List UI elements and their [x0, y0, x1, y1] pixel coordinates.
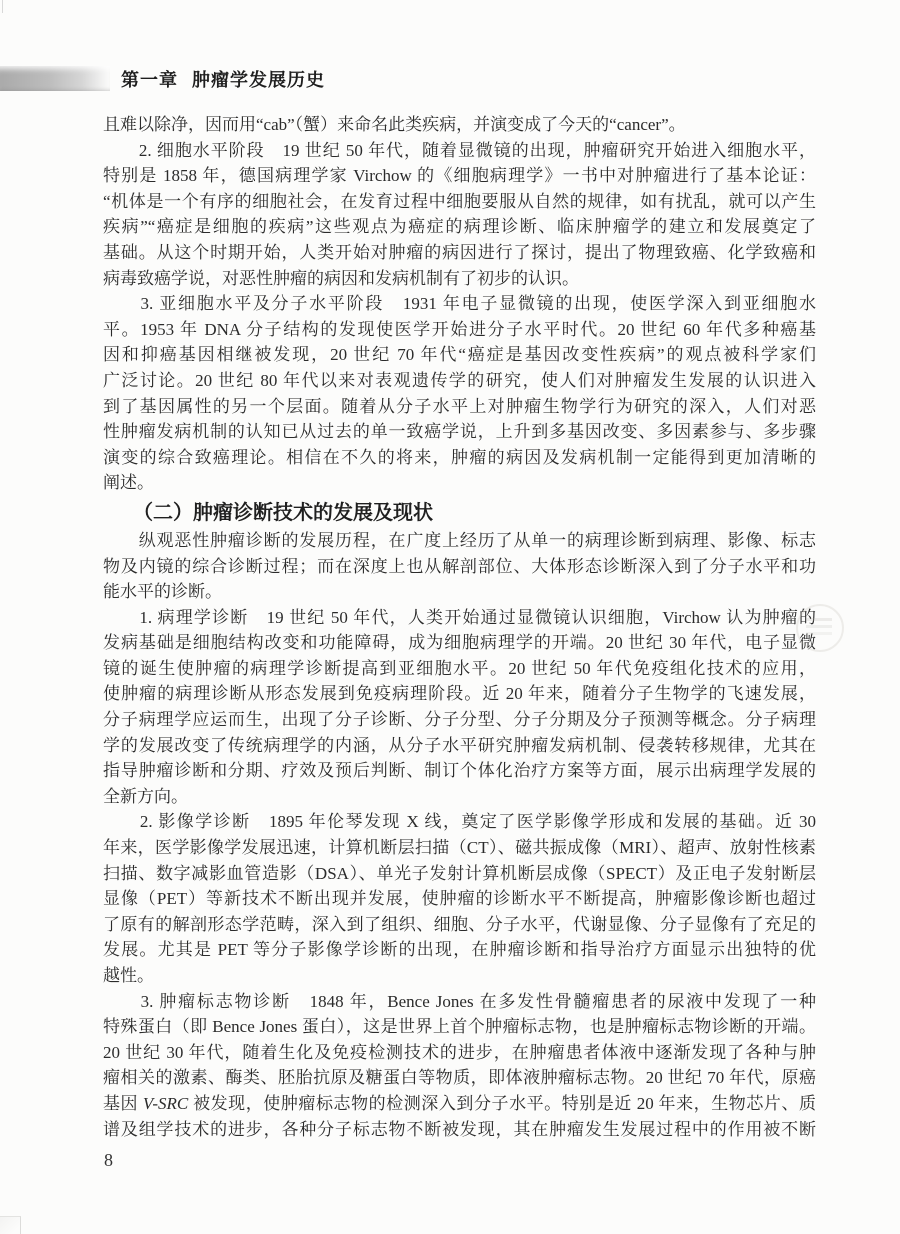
text-line: 病毒致癌学说，对恶性肿瘤的病因和发病机制有了初步的认识。 — [103, 268, 579, 288]
text-line: 阐述。 — [103, 473, 154, 493]
text-line: 广泛讨论。20 世纪 80 年代以来对表观遗传学的研究，使人们对肿瘤发生发展的认识进入 — [103, 370, 816, 390]
text-line: 20 世纪 30 年代，随着生化及免疫检测技术的进步，在肿瘤患者体液中逐渐发现了各种与肿 — [103, 1042, 816, 1062]
text-line: 瘤相关的激素、酶类、胚胎抗原及糖蛋白等物质，即体液肿瘤标志物。20 世纪 70 年代，原癌 — [103, 1068, 816, 1088]
text-line: 到了基因属性的另一个层面。随着从分子水平上对肿瘤生物学行为研究的深入，人们对恶 — [103, 396, 816, 416]
text-line: 全新方向。 — [103, 786, 188, 806]
paragraph — [103, 138, 816, 292]
scan-edge-mark — [2, 0, 3, 13]
chapter-number: 第一章 — [121, 70, 178, 90]
text-line: 纵观恶性肿瘤诊断的发展历程，在广度上经历了从单一的病理诊断到病理、影像、标志 — [103, 530, 816, 550]
text-line: 镜的诞生使肿瘤的病理学诊断提高到亚细胞水平。20 世纪 50 年代免疫组化技术的应用， — [103, 658, 816, 678]
paragraph — [103, 112, 816, 138]
page-corner-mark — [0, 1216, 21, 1234]
text-line: 因和抑癌基因相继被发现，20 世纪 70 年代“癌症是基因改变性疾病”的观点被科学家们 — [103, 345, 816, 365]
text-line: 特殊蛋白（即 Bence Jones 蛋白），这是世界上首个肿瘤标志物，也是肿瘤标志物诊断的开端。 — [103, 1017, 816, 1037]
text-line: 2. 影像学诊断 1895 年伦琴发现 X 线，奠定了医学影像学形成和发展的基础。近 30 — [103, 812, 816, 832]
text-line: 疾病”“癌症是细胞的疾病”这些观点为癌症的病理诊断、临床肿瘤学的建立和发展奠定了 — [103, 217, 816, 237]
text-line: 平。1953 年 DNA 分子结构的发现使医学开始进分子水平时代。20 世纪 60 年代多种癌基 — [103, 319, 816, 339]
section-heading — [103, 500, 816, 526]
running-header — [121, 67, 325, 91]
paragraph — [103, 809, 816, 988]
paragraph — [103, 989, 816, 1143]
paragraph — [103, 605, 816, 810]
text-line: 性肿瘤发病机制的认知已从过去的单一致癌学说，上升到多基因改变、多因素参与、多步骤 — [103, 422, 816, 442]
text-line: 演变的综合致癌理论。相信在不久的将来，肿瘤的病因及发病机制一定能得到更加清晰的 — [103, 447, 816, 467]
text-line: 且难以除净，因而用“cab”（蟹）来命名此类疾病，并演变成了今天的“cancer”。 — [103, 115, 686, 134]
text-line: 基因 V-SRC 被发现，使肿瘤标志物的检测深入到分子水平。特别是近 20 年来，生物芯片、质 — [103, 1093, 817, 1113]
text-line: 指导肿瘤诊断和分期、疗效及预后判断、制订个体化治疗方案等方面，展示出病理学发展的 — [103, 761, 816, 781]
text-line: 分子病理学应运而生，出现了分子诊断、分子分型、分子分期及分子预测等概念。分子病理 — [103, 710, 816, 730]
text-line: 物及内镜的综合诊断过程；而在深度上也从解剖部位、大体形态诊断深入到了分子水平和功 — [103, 556, 816, 576]
page-body — [103, 112, 816, 1142]
text-line: 年来，医学影像学发展迅速，计算机断层扫描（CT）、磁共振成像（MRI）、超声、放射性核素 — [103, 838, 816, 858]
text-line: 1. 病理学诊断 19 世纪 50 年代，人类开始通过显微镜认识细胞，Virchow 认为肿瘤的 — [103, 607, 816, 627]
paragraph — [103, 291, 816, 496]
text-line: 能水平的诊断。 — [103, 582, 222, 602]
watermark-seal-icon — [796, 604, 844, 652]
text-line: 发展。尤其是 PET 等分子影像学诊断的出现，在肿瘤诊断和指导治疗方面显示出独特的优 — [103, 940, 816, 960]
text-line: 扫描、数字减影血管造影（DSA）、单光子发射计算机断层成像（SPECT）及正电子发射断层 — [103, 863, 816, 883]
text-line: 2. 细胞水平阶段 19 世纪 50 年代，随着显微镜的出现，肿瘤研究开始进入细胞水平， — [103, 140, 816, 160]
text-line: “机体是一个有序的细胞社会，在发育过程中细胞要服从自然的规律，如有扰乱，就可以产生 — [103, 191, 816, 211]
text-line: 3. 肿瘤标志物诊断 1848 年，Bence Jones 在多发性骨髓瘤患者的尿液中发现了一种 — [103, 991, 816, 1011]
text-line: （二）肿瘤诊断技术的发展及现状 — [103, 501, 433, 524]
text-line: 了原有的解剖形态学范畴，深入到了组织、细胞、分子水平，代谢显像、分子显像有了充足的 — [103, 914, 816, 934]
text-line: 显像（PET）等新技术不断出现并发展，使肿瘤的诊断水平不断提高，肿瘤影像诊断也超过 — [103, 889, 816, 909]
chapter-header-bar — [0, 66, 110, 91]
text-line: 基础。从这个时期开始，人类开始对肿瘤的病因进行了探讨，提出了物理致癌、化学致癌和 — [103, 242, 816, 262]
text-line: 谱及组学技术的进步，各种分子标志物不断被发现，其在肿瘤发生发展过程中的作用被不断 — [103, 1119, 816, 1139]
chapter-title: 肿瘤学发展历史 — [192, 70, 325, 90]
paragraph — [103, 528, 816, 605]
text-line: 发病基础是细胞结构改变和功能障碍，成为细胞病理学的开端。20 世纪 30 年代，电子显微 — [103, 633, 816, 653]
text-line: 越性。 — [103, 966, 154, 985]
text-line: 使肿瘤的病理诊断从形态发展到免疫病理阶段。近 20 年来，随着分子生物学的飞速发展， — [103, 684, 816, 704]
text-line: 3. 亚细胞水平及分子水平阶段 1931 年电子显微镜的出现，使医学深入到亚细胞水 — [103, 294, 816, 314]
page-number: 8 — [104, 1150, 113, 1170]
text-line: 学的发展改变了传统病理学的内涵，从分子水平研究肿瘤发病机制、侵袭转移规律，尤其在 — [103, 735, 816, 755]
text-line: 特别是 1858 年，德国病理学家 Virchow 的《细胞病理学》一书中对肿瘤进行了基本论证： — [103, 166, 816, 186]
